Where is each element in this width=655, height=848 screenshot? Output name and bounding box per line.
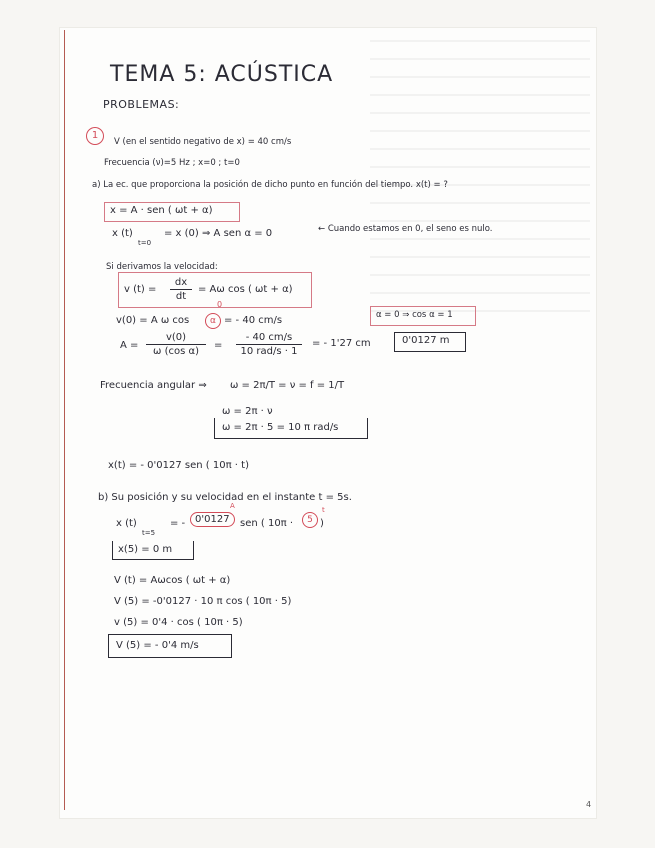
alpha-result: α = 0 ⇒ cos α = 1 xyxy=(376,310,453,320)
dt-denominator: dt xyxy=(175,291,187,302)
A-fraction-2-denominator: 10 rad/s · 1 xyxy=(240,346,298,357)
dx-dt-fraction xyxy=(170,277,192,302)
velocity-lhs: v (t) = xyxy=(124,284,157,295)
v5-expanded: V (5) = -0'0127 · 10 π cos ( 10π · 5) xyxy=(114,596,292,607)
velocity-rhs: = Aω cos ( ωt + α) xyxy=(198,284,293,295)
x-of-t-equation: x(t) = - 0'0127 sen ( 10π · t) xyxy=(108,460,249,471)
given-velocity: V (en el sentido negativo de x) = 40 cm/s xyxy=(114,137,292,147)
amplitude-mark: A xyxy=(230,502,235,510)
A-result: = - 1'27 cm xyxy=(312,338,371,349)
derive-velocity-text: Si derivamos la velocidad: xyxy=(106,262,218,272)
x5-mid: sen ( 10π · xyxy=(240,518,294,529)
bleed-through-texture xyxy=(370,40,590,680)
v0-line-pre: v(0) = A ω cos xyxy=(116,315,190,326)
time-mark: t xyxy=(322,506,325,514)
A-equals: = xyxy=(214,340,223,351)
x5-close: ) xyxy=(320,518,324,529)
A-fraction-2-numerator: - 40 cm/s xyxy=(245,332,293,343)
A-fraction-2 xyxy=(236,332,302,357)
x-at-zero-subscript: t=0 xyxy=(138,239,152,247)
x5-subscript: t=5 xyxy=(142,529,156,537)
angular-frequency-label: Frecuencia angular ⇒ xyxy=(100,380,207,391)
amplitude-value: 0'0127 m xyxy=(402,335,450,346)
v0-line-post: = - 40 cm/s xyxy=(224,315,283,326)
page-margin-line xyxy=(64,30,65,810)
amplitude-circle: 0'0127 xyxy=(190,512,235,527)
A-fraction-1 xyxy=(146,332,206,357)
x-at-zero-lhs: x (t) xyxy=(112,228,133,239)
v5-result: V (5) = - 0'4 m/s xyxy=(116,640,199,651)
omega-line: ω = 2π · ν xyxy=(222,406,273,417)
given-frequency: Frecuencia (ν)=5 Hz ; x=0 ; t=0 xyxy=(104,158,240,168)
alpha-zero-mark: 0 xyxy=(217,300,223,309)
part-a-question: a) La ec. que proporciona la posición de dicho punto en función del tiempo. x(t) = ? xyxy=(92,180,448,190)
angular-frequency-formula: ω = 2π/T = ν = f = 1/T xyxy=(230,380,345,391)
page-corner-mark: 4 xyxy=(586,800,592,809)
x5-result: x(5) = 0 m xyxy=(118,544,173,555)
problem-number-circle: 1 xyxy=(86,127,104,145)
time-circle: 5 xyxy=(302,512,318,528)
sine-null-note: ← Cuando estamos en 0, el seno es nulo. xyxy=(318,224,493,234)
x5-rhs-pre: = - xyxy=(170,518,186,529)
A-fraction-1-denominator: ω (cos α) xyxy=(153,346,199,357)
x5-lhs: x (t) xyxy=(116,518,137,529)
v-t-equation: V (t) = Aωcos ( ωt + α) xyxy=(114,575,231,586)
A-fraction-1-numerator: v(0) xyxy=(165,332,187,343)
position-equation: x = A · sen ( ωt + α) xyxy=(110,205,213,216)
x-at-zero-rhs: = x (0) ⇒ A sen α = 0 xyxy=(164,228,273,239)
alpha-circle: α xyxy=(205,313,221,329)
v5-simplified: v (5) = 0'4 · cos ( 10π · 5) xyxy=(114,617,243,628)
page-title: TEMA 5: ACÚSTICA xyxy=(110,62,334,87)
dx-numerator: dx xyxy=(174,277,188,288)
part-b-question: b) Su posición y su velocidad en el instante t = 5s. xyxy=(98,492,352,503)
page-subtitle: PROBLEMAS: xyxy=(103,98,180,111)
A-label: A = xyxy=(120,340,139,351)
omega-result: ω = 2π · 5 = 10 π rad/s xyxy=(222,422,339,433)
